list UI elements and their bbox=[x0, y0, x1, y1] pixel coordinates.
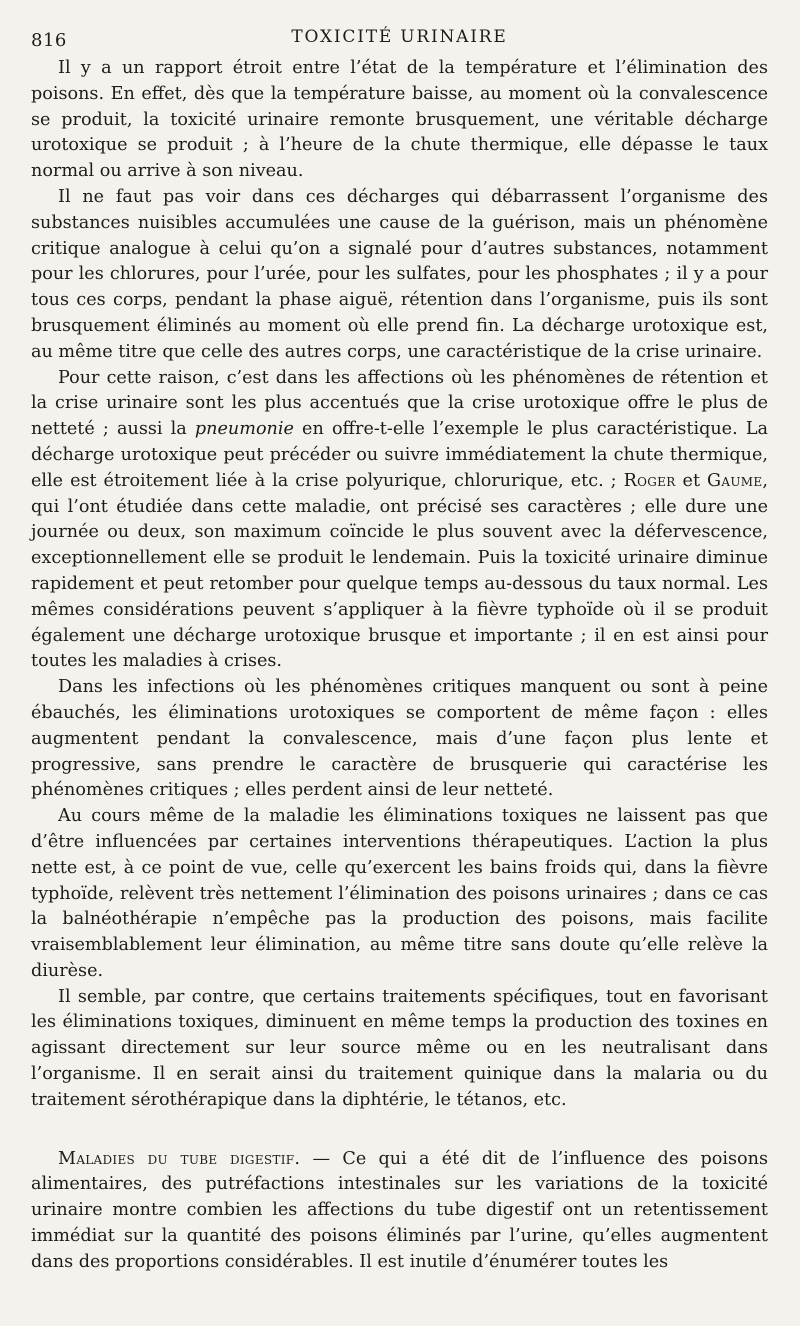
page-number: 816 bbox=[31, 30, 67, 51]
body-text bbox=[31, 56, 768, 1276]
section-paragraph-text: — Ce qui a été dit de l’influence des poisons alimentaires, des putréfactions intestinales sur les variations de la toxicité urinaire montre combien les affections du tube digestif ont un retentissement immédiat sur la quantité des poisons éliminés par l’urine, qu’elles augmentent dans des proportions considérables. Il est inutile d’énumérer toutes les bbox=[31, 1148, 768, 1272]
section-heading: Maladies du tube digestif. bbox=[58, 1148, 301, 1169]
paragraph-3-text-before: Pour cette raison, c’est dans les affections où les phénomènes de rétention et la crise urinaire sont les plus accentués que la crise urotoxique offre le plus de netteté ; aussi la bbox=[31, 367, 768, 440]
paragraph-1: Il y a un rapport étroit entre l’état de la température et l’élimination des poisons. En effet, dès que la température baisse, au moment où la convalescence se produit, la toxicité urinaire remonte brusquement, une véritable décharge urotoxique se produit ; à l’heure de la chute thermique, elle dépasse le taux normal ou arrive à son niveau. bbox=[31, 58, 768, 182]
paragraph-4: Dans les infections où les phénomènes critiques manquent ou sont à peine ébauchés, les éliminations urotoxiques se comportent de même façon : elles augmentent pendant la convalescence, mais d’une façon plus lente et progressive, sans prendre le caractère de brusquerie qui caractérise les phénomènes critiques ; elles perdent ainsi de leur netteté. bbox=[31, 677, 768, 801]
italic-term-pneumonie: pneumonie bbox=[194, 419, 294, 440]
paragraph-3-text-and: et bbox=[675, 470, 708, 491]
paragraph-5: Au cours même de la maladie les éliminations toxiques ne laissent pas que d’être influencées par certaines interventions thérapeutiques. L’action la plus nette est, à ce point de vue, celle qu’exercent les bains froids qui, dans la fièvre typhoïde, relèvent très nettement l’élimination des poisons urinaires ; dans ce cas la balnéothérapie n’empêche pas la production des poisons, mais facilite vraisemblablement leur élimination, au même titre sans doute qu’elle relève la diurèse. bbox=[31, 806, 768, 981]
author-name-gaume: Gaume bbox=[707, 470, 763, 491]
paragraph-2: Il ne faut pas voir dans ces décharges qui débarrassent l’organisme des substances nuisibles accumulées une cause de la guérison, mais un phénomène critique analogue à celui qu’on a signalé pour d’autres substances, notamment pour les chlorures, pour l’urée, pour les sulfates, pour les phosphates ; il y a pour tous ces corps, pendant la phase aiguë, rétention dans l’organisme, puis ils sont brusquement éliminés au moment où elle prend fin. La décharge urotoxique est, au même titre que celle des autres corps, une caractéristique de la crise urinaire. bbox=[31, 186, 768, 362]
running-head bbox=[31, 22, 768, 52]
author-name-roger: Roger bbox=[623, 470, 676, 491]
paragraph-3-text-after: , qui l’ont étudiée dans cette maladie, ont précisé ses caractères ; elle dure une journée ou deux, son maximum coïncide le plus souvent avec la défervescence, exceptionnellement elle se produit le lendemain. Puis la toxicité urinaire diminue rapidement et peut retomber pour quelque temps au-dessous du taux normal. Les mêmes considérations peuvent s’appliquer à la fièvre typhoïde où il se produit également une décharge urotoxique brusque et importante ; il en est ainsi pour toutes les maladies à crises. bbox=[31, 470, 768, 672]
running-title: TOXICITÉ URINAIRE bbox=[291, 27, 508, 47]
section-paragraph-digestive bbox=[31, 1147, 768, 1276]
paragraph-6: Il semble, par contre, que certains traitements spécifiques, tout en favorisant les éliminations toxiques, diminuent en même temps la production des toxines en agissant directement sur leur source même ou en les neutralisant dans l’organisme. Il en serait ainsi du traitement quinique dans la malaria ou du traitement sérothérapique dans la diphtérie, le tétanos, etc. bbox=[31, 986, 768, 1110]
paragraph-3 bbox=[31, 366, 768, 676]
paragraph-3-text-middle: en offre-t-elle l’exemple le plus caractéristique. La décharge urotoxique peut précéder ou suivre immédiatement la chute thermique, elle est étroitement liée à la crise polyurique, chlorurique, etc. ; bbox=[31, 419, 768, 491]
